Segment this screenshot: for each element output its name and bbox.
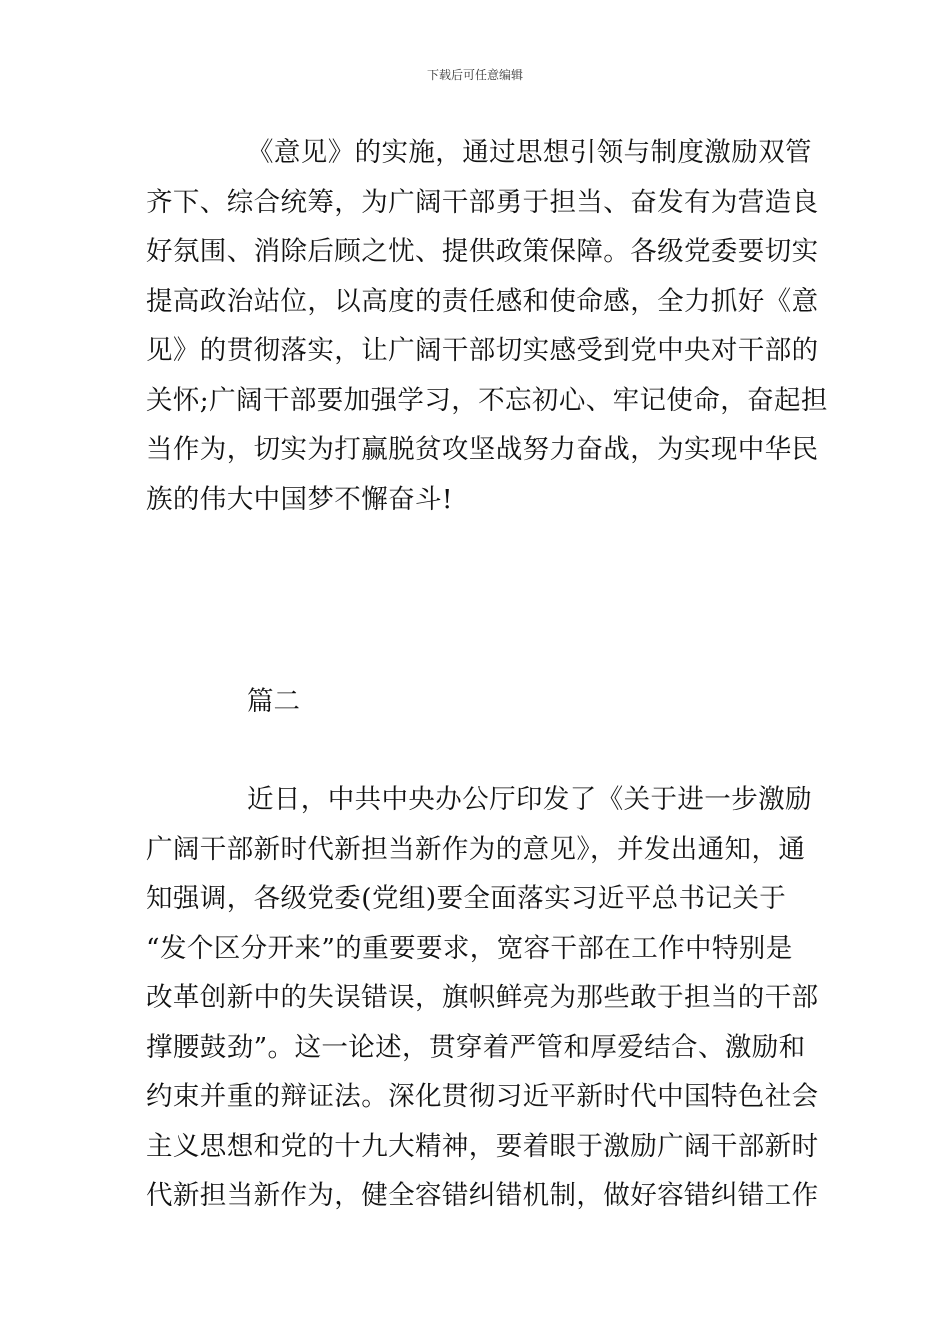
text-line: 齐下、综合统筹，为广阔干部勇于担当、奋发有为营造良 [146, 186, 819, 218]
text-line: 主义思想和党的十九大精神，要着眼于激励广阔干部新时 [146, 1130, 819, 1162]
text-line: 见》的贯彻落实，让广阔干部切实感受到党中央对干部的 [146, 335, 819, 366]
text-line: 提高政治站位，以高度的责任感和使命感，全力抓好《意 [146, 285, 819, 317]
text-line: 撑腰鼓劲”。这一论述，贯穿着严管和厚爱结合、激励和 [146, 1031, 806, 1063]
text-line: 广阔干部新时代新担当新作为的意见》，并发出通知，通 [146, 833, 806, 865]
text-line: “发个区分开来”的重要要求，宽容干部在工作中特别是 [146, 932, 793, 964]
text-line: 约束并重的辩证法。深化贯彻习近平新时代中国特色社会 [146, 1081, 819, 1112]
download-note: 下载后可任意编辑 [426, 68, 523, 82]
text-line: 族的伟大中国梦不懈奋斗! [146, 483, 453, 515]
text-line: 当作为，切实为打赢脱贫攻坚战努力奋战，为实现中华民 [146, 434, 819, 465]
text-line: 关怀;广阔干部要加强学习，不忘初心、牢记使命，奋起担 [146, 384, 828, 416]
text-line: 好氛围、消除后顾之忧、提供政策保障。各级党委要切实 [146, 236, 819, 267]
paragraph-opinion-implementation [146, 128, 828, 524]
paragraph-recent-notice [146, 775, 819, 1221]
text-line: 知强调，各级党委(党组)要全面落实习近平总书记关于 [146, 883, 787, 914]
text-line: 近日，中共中央办公厅印发了《关于进一步激励 [247, 784, 812, 815]
section-title: 篇二 [247, 686, 300, 717]
text-line: 改革创新中的失误错误，旗帜鲜亮为那些敢于担当的干部 [146, 982, 819, 1013]
text-line: 《意见》的实施，通过思想引领与制度激励双管 [247, 137, 812, 168]
text-line: 代新担当新作为，健全容错纠错机制，做好容错纠错工作 [146, 1180, 819, 1211]
